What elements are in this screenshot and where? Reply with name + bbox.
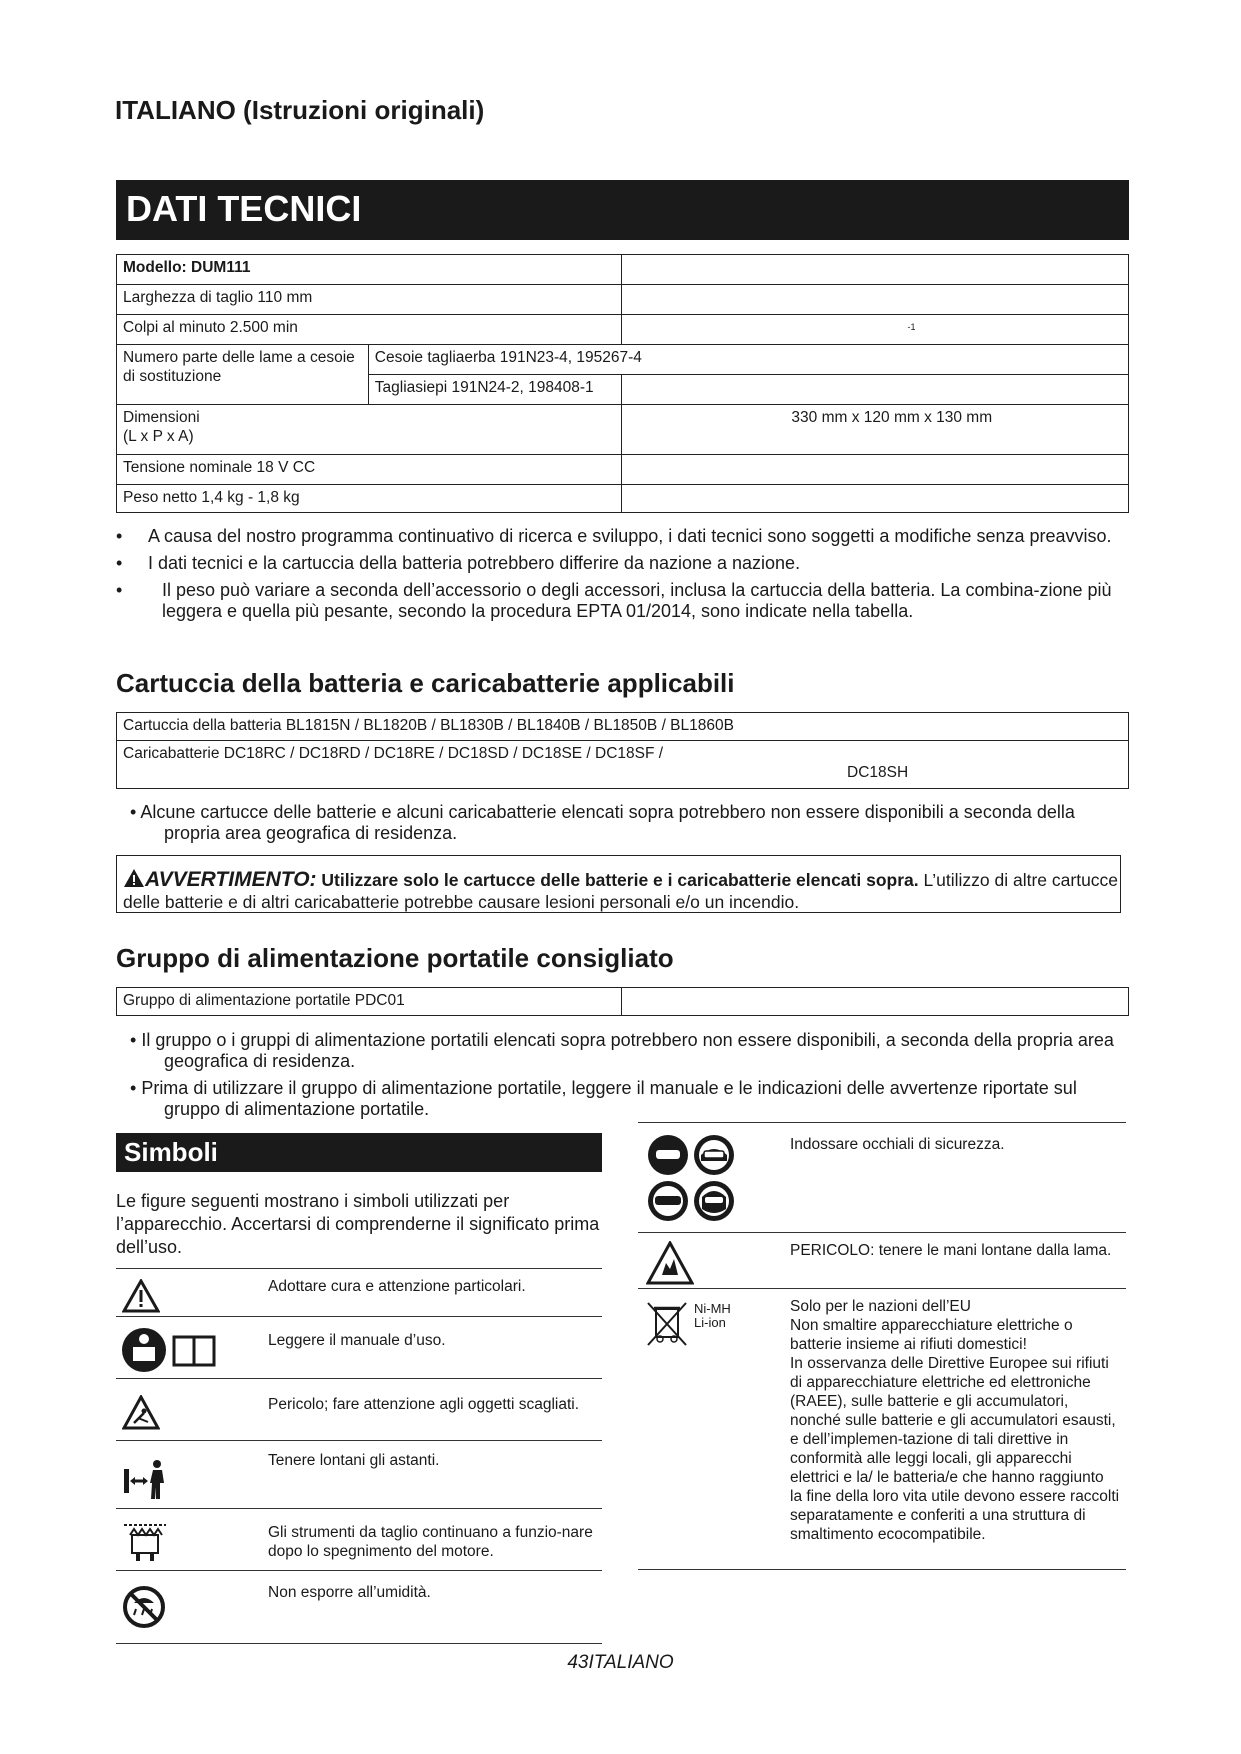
page-number: 43 <box>567 1652 589 1673</box>
symbol-text: PERICOLO: tenere le mani lontane dalla lama. <box>790 1242 1112 1259</box>
wheelie-bin-icon <box>644 1299 690 1347</box>
symbol-row <box>638 1232 1126 1289</box>
battery-charger-list: Caricabatterie DC18RC / DC18RD / DC18RE / DC18SD / DC18SE / DC18SF / <box>123 745 664 762</box>
spec-blade-grass: Cesoie tagliaerba 191N23-4, 195267-4 <box>368 345 1128 375</box>
symbol-text: Solo per le nazioni dell’EU Non smaltire apparecchiature elettriche o batterie insieme ai rifiuti domestici! In osservanza delle Direttive Europee sui rifiuti di apparecchiature elettriche ed elettroniche (RAEE), sulle batterie e gli accumulatori, nonché sulle batterie e gli accumulatori esausti, e dell’implemen-tazione di tali direttive in conformità alle leggi locali, gli apparecchi elettrici e la/ le batteria/e che hanno raggiunto la fine della loro vita utile devono essere raccolti separatamente e conferiti a una struttura di smaltimento ecocompatibile. <box>790 1298 1120 1543</box>
spec-model-label: Modello: <box>123 259 187 276</box>
symbol-text: Adottare cura e attenzione particolari. <box>268 1278 526 1295</box>
symbol-row <box>638 1288 1126 1570</box>
battery-notes-list <box>116 802 1116 850</box>
battery-charger-extra: DC18SH <box>847 764 909 781</box>
symbol-text: Leggere il manuale d’uso. <box>268 1332 446 1349</box>
spec-dimensions-label: Dimensioni (L x P x A) <box>117 405 622 455</box>
power-pack-row: Gruppo di alimentazione portatile PDC01 <box>117 988 622 1016</box>
battery-note-text: Alcune cartucce delle batterie e alcuni caricabatterie elencati sopra potrebbero non essere disponibili a seconda della propria area geografica di residenza. <box>140 802 1075 843</box>
power-pack-note <box>116 1030 1116 1072</box>
spec-blade-label: Numero parte delle lame a cesoie di sostituzione <box>117 345 369 405</box>
symbol-text: Pericolo; fare attenzione agli oggetti scagliati. <box>268 1396 580 1413</box>
warning-bold-text: Utilizzare solo le cartucce delle batterie e i caricabatterie elencati sopra. <box>321 870 919 890</box>
symbol-row <box>116 1440 602 1509</box>
bin-badge-top: Ni-MH <box>694 1301 731 1316</box>
spec-cutting-width: Larghezza di taglio 110 mm <box>117 285 622 315</box>
power-pack-note-text: Il gruppo o i gruppi di alimentazione portatili elencati sopra potrebbero non essere disponibili, a seconda della propria area geografica di residenza. <box>141 1030 1114 1071</box>
power-pack-title: Gruppo di alimentazione portatile consigliato <box>116 943 674 973</box>
symbol-row <box>116 1316 602 1379</box>
spec-voltage: Tensione nominale 18 V CC <box>117 455 622 485</box>
warning-label: AVVERTIMENTO: <box>145 868 317 891</box>
symbol-text: Tenere lontani gli astanti. <box>268 1452 440 1469</box>
spec-dimensions-value: 330 mm x 120 mm x 130 mm <box>621 405 1128 455</box>
symbol-text: Gli strumenti da taglio continuano a funzio-nare dopo lo spegnimento del motore. <box>268 1524 593 1560</box>
specs-banner <box>116 180 1129 240</box>
symbols-banner-title: Simboli <box>124 1137 218 1167</box>
safety-glasses-icon <box>646 1133 740 1225</box>
blade-coasting-icon <box>122 1519 168 1563</box>
spec-note: • A causa del nostro programma continuativo di ricerca e sviluppo, i dati tecnici sono soggetti a modifiche senza preavviso. <box>116 526 1112 546</box>
symbol-row <box>116 1378 602 1441</box>
keep-distance-icon <box>122 1457 168 1501</box>
symbols-intro: Le figure seguenti mostrano i simboli utilizzati per l’apparecchio. Accertarsi di comprenderne il significato prima dell’uso. <box>116 1191 600 1257</box>
page-language-title: ITALIANO (Istruzioni originali) <box>115 95 485 125</box>
power-pack-note <box>116 1078 1116 1120</box>
spec-empty-cell <box>621 285 1128 315</box>
symbol-text: Indossare occhiali di sicurezza. <box>790 1136 1005 1153</box>
bullet: • <box>130 1030 142 1050</box>
power-pack-note-text: Prima di utilizzare il gruppo di alimentazione portatile, leggere il manuale e le indicazioni delle avvertenze riportate sul gruppo di alimentazione portatile. <box>141 1078 1077 1119</box>
battery-table <box>116 712 1129 789</box>
flying-objects-icon <box>122 1395 160 1431</box>
power-pack-notes <box>116 1030 1116 1126</box>
footer-language: ITALIANO <box>588 1652 674 1673</box>
spec-weight: Peso netto 1,4 kg - 1,8 kg <box>117 485 622 513</box>
spec-empty-cell <box>621 455 1128 485</box>
symbol-row <box>638 1122 1126 1233</box>
power-pack-table <box>116 987 1129 1016</box>
spec-notes-list <box>116 526 1126 628</box>
spec-model-cell <box>117 255 622 285</box>
warning-box <box>116 855 1121 913</box>
page-footer <box>0 1652 1241 1674</box>
bullet: • <box>130 1078 142 1098</box>
battery-note <box>116 802 1116 844</box>
spec-note-text: Il peso può variare a seconda dell’accessorio o degli accessori, inclusa la cartuccia della batteria. La combina-zione più leggera e quella più pesante, secondo la procedura EPTA 01/2014, sono indicate nella tabella. <box>162 580 1112 621</box>
spec-empty-cell <box>621 255 1128 285</box>
spec-note-text: I dati tecnici e la cartuccia della batteria potrebbero differire da nazione a nazione. <box>148 553 801 573</box>
spec-empty-cell <box>621 375 1128 405</box>
spec-model-value: DUM111 <box>191 259 251 276</box>
bin-badge-bottom: Li-ion <box>694 1315 726 1330</box>
specs-table <box>116 254 1129 513</box>
spec-blade-hedge: Tagliasiepi 191N24-2, 198408-1 <box>368 375 621 405</box>
spec-note-text: A causa del nostro programma continuativo di ricerca e sviluppo, i dati tecnici sono soggetti a modifiche senza preavviso. <box>148 526 1112 546</box>
battery-cartridge-row: Cartuccia della batteria BL1815N / BL1820B / BL1830B / BL1840B / BL1850B / BL1860B <box>117 713 1129 741</box>
read-manual-icon <box>120 1325 220 1375</box>
spec-strokes-sup: -1 <box>907 322 916 332</box>
bullet: • <box>130 802 141 822</box>
warning-text: L’utilizzo di altre cartucce delle batterie e di altri caricabatterie potrebbe causare lesioni personali e/o un incendio. <box>123 870 1119 912</box>
symbol-row <box>116 1508 602 1571</box>
spec-strokes: Colpi al minuto 2.500 min <box>117 315 622 345</box>
warning-icon <box>123 868 145 888</box>
spec-note: • Il peso può variare a seconda dell’accessorio o degli accessori, inclusa la cartuccia della batteria. La combina-zione più leggera e quella più pesante, secondo la procedura EPTA 01/2014, sono indicate nella tabella. <box>116 580 1112 621</box>
battery-charger-row <box>117 741 1129 789</box>
specs-banner-title: DATI TECNICI <box>126 188 362 229</box>
spec-empty-cell <box>621 988 1128 1016</box>
symbol-row <box>116 1268 602 1317</box>
symbol-text: Non esporre all’umidità. <box>268 1584 431 1601</box>
no-rain-icon <box>122 1585 166 1629</box>
hand-danger-icon <box>646 1241 694 1285</box>
spec-note: • I dati tecnici e la cartuccia della batteria potrebbero differire da nazione a nazione. <box>116 553 801 573</box>
warning-triangle-icon <box>122 1279 160 1313</box>
symbols-banner <box>116 1133 602 1172</box>
battery-section-title: Cartuccia della batteria e caricabatterie applicabili <box>116 668 735 698</box>
spec-strokes-sup-cell <box>621 315 1128 345</box>
spec-empty-cell <box>621 485 1128 513</box>
symbol-row <box>116 1570 602 1644</box>
